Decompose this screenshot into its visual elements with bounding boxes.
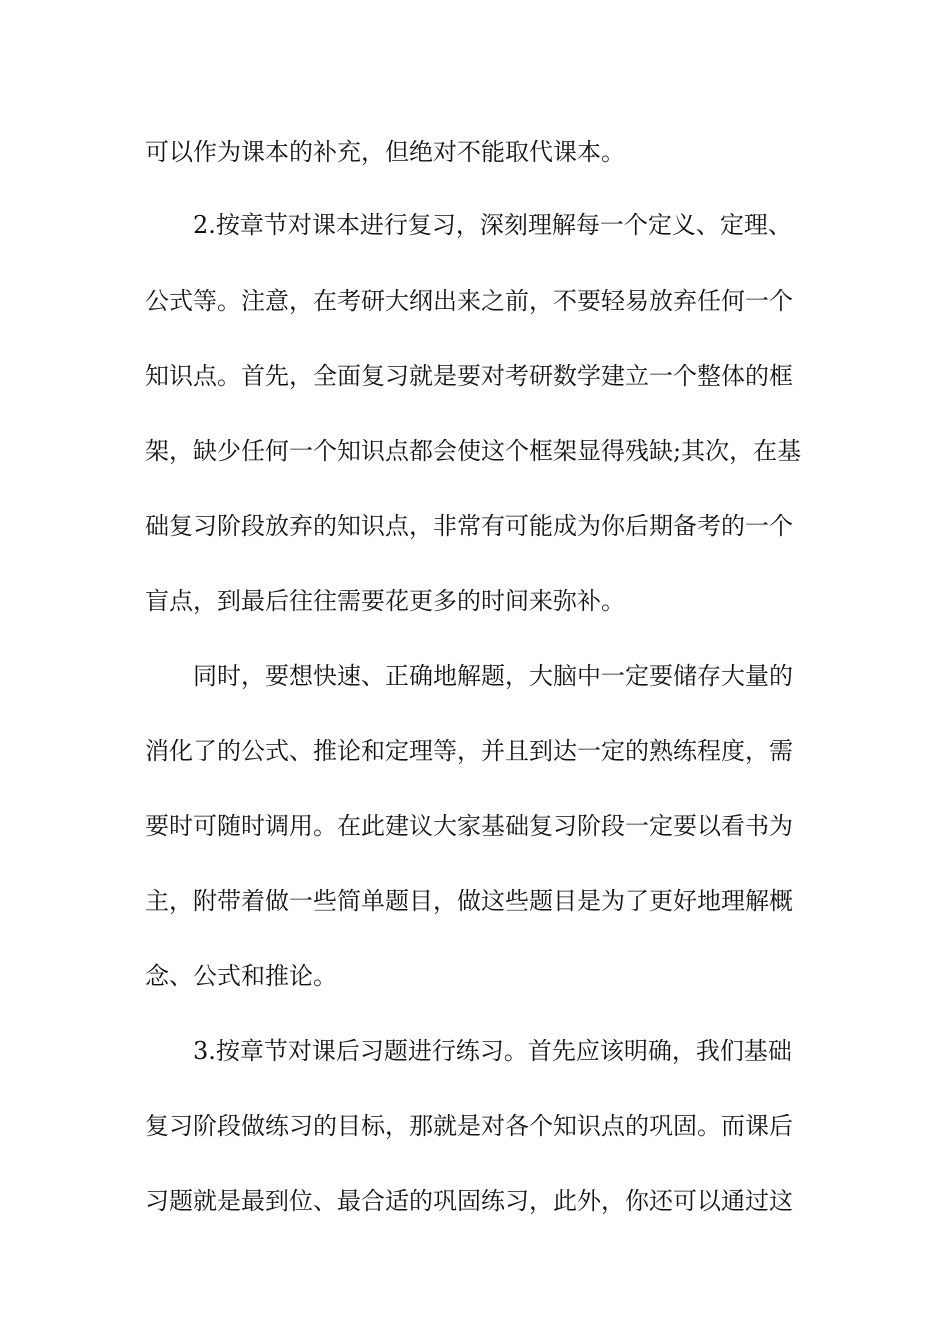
text-line: 习题就是最到位、最合适的巩固练习，此外，你还可以通过这: [145, 1187, 793, 1215]
text-line: 公式等。注意，在考研大纲出来之前，不要轻易放弃任何一个: [145, 287, 793, 315]
text-line: 架，缺少任何一个知识点都会使这个框架显得残缺;其次，在基: [145, 437, 802, 465]
text-line: 同时，要想快速、正确地解题，大脑中一定要储存大量的: [193, 662, 793, 690]
text-line: 复习阶段做练习的目标，那就是对各个知识点的巩固。而课后: [145, 1112, 793, 1140]
text-line: 3.按章节对课后习题进行练习。首先应该明确，我们基础: [193, 1037, 792, 1065]
text-line: 知识点。首先，全面复习就是要对考研数学建立一个整体的框: [145, 362, 793, 390]
text-line: 础复习阶段放弃的知识点，非常有可能成为你后期备考的一个: [145, 512, 793, 540]
text-line: 要时可随时调用。在此建议大家基础复习阶段一定要以看书为: [145, 812, 793, 840]
text-line: 念、公式和推论。: [145, 962, 337, 990]
text-line: 盲点，到最后往往需要花更多的时间来弥补。: [145, 587, 625, 615]
text-line: 2.按章节对课本进行复习，深刻理解每一个定义、定理、: [193, 211, 792, 239]
text-line: 可以作为课本的补充，但绝对不能取代课本。: [145, 138, 625, 166]
text-line: 消化了的公式、推论和定理等，并且到达一定的熟练程度，需: [145, 737, 793, 765]
text-line: 主，附带着做一些简单题目，做这些题目是为了更好地理解概: [145, 887, 793, 915]
